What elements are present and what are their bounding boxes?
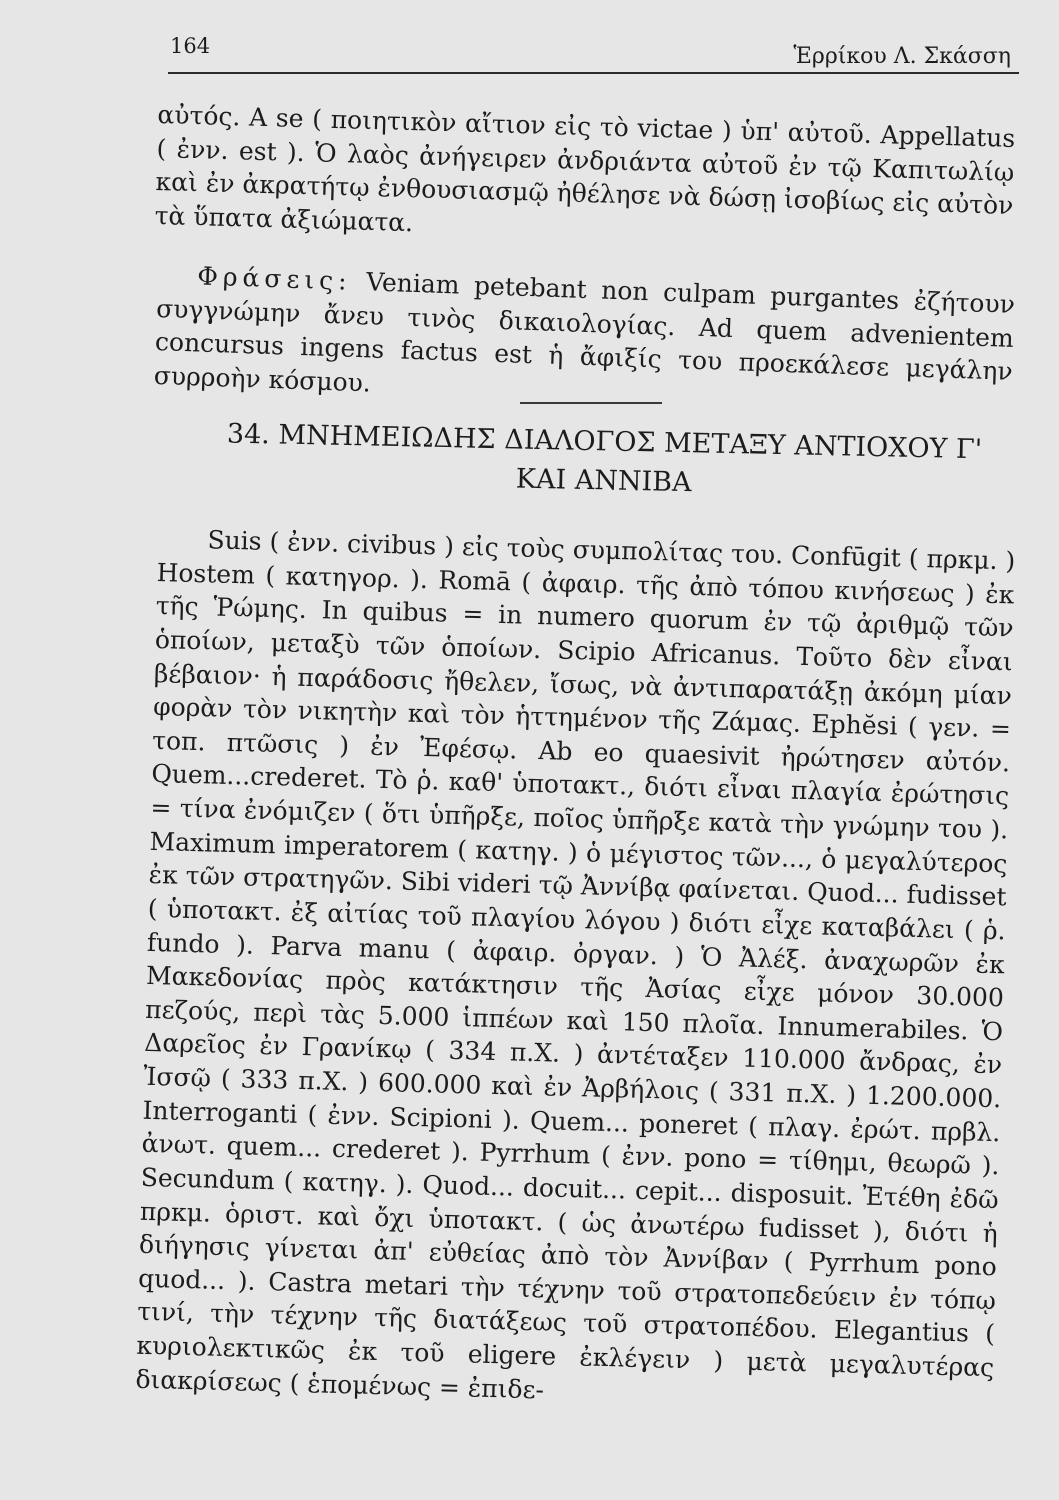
section-title-line-1: 34. ΜΝΗΜΕΙΩΔΗΣ ΔΙΑΛΟΓΟΣ ΜΕΤΑΞΥ ΑΝΤΙΟΧΟΥ Γ' [226,418,983,466]
running-head: Ἑρρίκου Λ. Σκάσση [793,44,1011,69]
page-header [168,34,1011,74]
intro-paragraph-block [154,98,1015,256]
page-number: 164 [170,34,211,58]
section-title [203,414,1004,509]
phrases-label: Φράσεις: [196,261,353,296]
section-title-line-2: ΚΑΙ ΑΝΝΙΒΑ [515,463,692,499]
main-paragraph: Suis ( ἐνν. civibus ) εἰς τοὺς συμπολίτας του. Confūgit ( πρκμ. ) Hostem ( κατηγορ. ). Romā ( ἀφαιρ. τῆς ἀπὸ τόπου κινήσεως ) ἐκ τῆς Ῥώμης. In quibus = in numero quorum ἐν τῷ ἀριθμῷ τῶν ὁποίων, μεταξὺ τῶν ὁποίων. Scipio Africanus. Τοῦτο δὲν εἶναι βέβαιον· ἡ παράδοσις ἤθελεν, ἴσως, νὰ ἀντιπαρατάξῃ ἀκόμη μίαν φορὰν τὸν νικητὴν καὶ τὸν ἡττημένον τῆς Ζάμας. Ephĕsi ( γεν. = τοπ. πτῶσις ) ἐν Ἐφέσῳ. Ab eo quaesivit ἠρώτησεν αὐτόν. Quem...crederet. Τὸ ῥ. καθ' ὑποτακτ., διότι εἶναι πλαγία ἐρώτησις = τίνα ἐνόμιζεν ( ὅτι ὑπῆρξε, ποῖος ὑπῆρξε κατὰ τὴν γνώμην του ). Maximum imperatorem ( κατηγ. ) ὁ μέγιστος τῶν..., ὁ μεγαλύτερος ἐκ τῶν στρατηγῶν. Sibi videri τῷ Ἀννίβᾳ φαίνεται. Quod... fudisset ( ὑποτακτ. ἐξ αἰτίας τοῦ πλαγίου λόγου ) διότι εἶχε καταβάλει ( ῥ. fundo ). Parva manu ( ἀφαιρ. ὀργαν. ) Ὁ Ἀλέξ. ἀναχωρῶν ἐκ Μακεδονίας πρὸς κατάκτησιν τῆς Ἀσίας εἶχε μόνον 30.000 πεζούς, περὶ τὰς 5.000 ἱππέων καὶ 150 πλοῖα. Innumerabiles. Ὁ Δαρεῖος ἐν Γρανίκῳ ( 334 π.Χ. ) ἀντέταξεν 110.000 ἄνδρας, ἐν Ἰσσῷ ( 333 π.Χ. ) 600.000 καὶ ἐν Ἀρβήλοις ( 331 π.Χ. ) 1.200.000. Interroganti ( ἐνν. Scipioni ). Quem... poneret ( πλαγ. ἐρώτ. πρβλ. ἀνωτ. quem... crederet ). Pyrrhum ( ἐνν. pono = τίθημι, θεωρῶ ). Secundum ( κατηγ. ). Quod... docuit... cepit... disposuit. Ἐτέθη ἐδῶ πρκμ. ὁριστ. καὶ ὄχι ὑποτακτ. ( ὡς ἀνωτέρω fudisset ), διότι ἡ διήγησις γίνεται ἀπ' εὐθείας ἀπὸ τὸν Ἀννίβαν ( Pyrrhum pono quod... ). Castra metari τὴν τέχνην τοῦ στρατοπεδεύειν ἐν τόπῳ τινί, τὴν τέχνην τῆς διατάξεως τοῦ στρατοπέδου. Elegantius ( κυριολεκτικῶς ἐκ τοῦ eligere ἐκλέγειν ) μετὰ μεγαλυτέρας διακρίσεως ( ἑπομένως = ἐπιδε- [135,525,1016,1405]
phrases-paragraph [153,258,1015,422]
section-divider [520,402,662,404]
phrases-block [153,258,1015,422]
phrases-text: Veniam petebant non culpam purgantes ἐζήτουν συγγνώμην ἄνευ τινὸς δικαιολογίας. Ad quem advenientem concursus ingens factus est ἡ ἄφιξίς του προεκάλεσε μεγάλην συρροὴν κόσμου. [153,266,1016,397]
header-rule [168,72,1019,74]
main-paragraph-block [135,522,1016,1418]
intro-paragraph: αὐτός. A se ( ποιητικὸν αἴτιον εἰς τὸ victae ) ὑπ' αὐτοῦ. Appellatus ( ἐνν. est ). Ὁ λαὸς ἀνήγειρεν ἀνδριάντα αὐτοῦ ἐν τῷ Καπιτωλίῳ καὶ ἐν ἀκρατήτῳ ἐνθουσιασμῷ ἠθέλησε νὰ δώσῃ ἰσοβίως εἰς αὐτὸν τὰ ὕπατα ἀξιώματα. [154,99,1016,237]
